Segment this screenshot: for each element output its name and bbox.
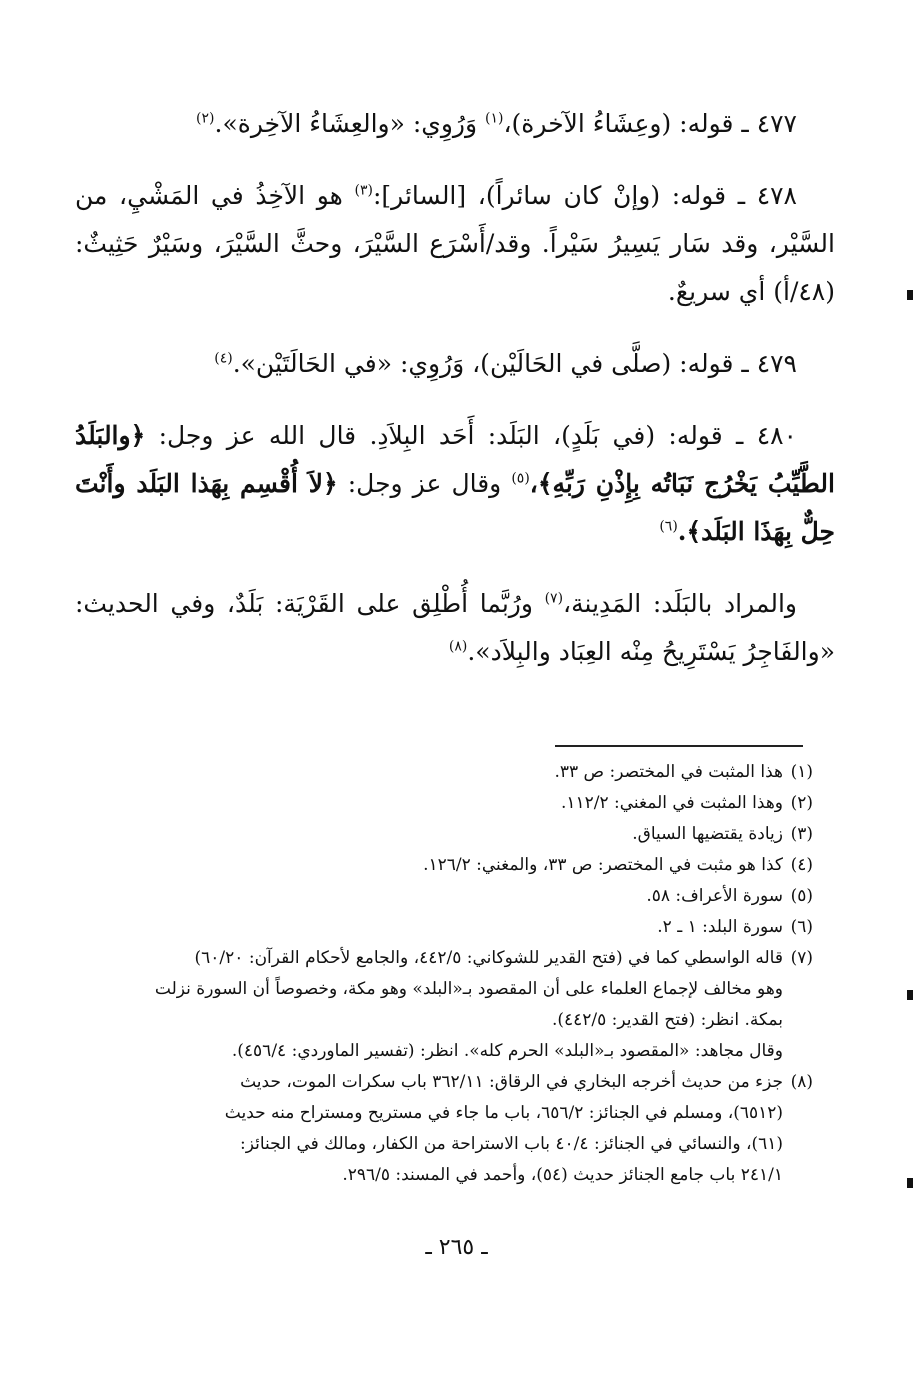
entry-478 <box>75 172 835 316</box>
footnote-line: سورة البلد: ١ ـ ٢. <box>657 917 783 937</box>
meaning-text-2: ورُبَّما أُطْلِق على القَرْيَة: بَلَدٌ، وفي الحديث: «والفَاجِرُ يَسْتَرِيحُ مِنْه العِبَاد والبِلاَد». <box>75 589 835 666</box>
meaning-paragraph <box>75 580 835 676</box>
scan-edge-mark <box>907 990 913 1000</box>
footnote-line: جزء من حديث أخرجه البخاري في الرقاق: ٣٦٢/١١ باب سكرات الموت، حديث <box>240 1072 783 1092</box>
footnote-3 <box>93 819 813 850</box>
footnote-body <box>93 757 783 788</box>
footnote-ref-4: (٤) <box>214 350 233 367</box>
footnote-line: بمكة. انظر: (فتح القدير: ٤٤٢/٥). <box>551 1010 783 1030</box>
footnotes <box>93 757 813 1191</box>
entry-479-text: ٤٧٩ ـ قوله: (صلَّى في الحَالَيْن)، وَرُوِي: «في الحَالَتَيْن». <box>232 349 797 378</box>
footnote-body <box>93 1067 783 1191</box>
footnote-number: (٨) <box>790 1072 813 1092</box>
entry-480-text: ٤٨٠ ـ قوله: (في بَلَدٍ)، البَلَد: أَحَد البِلاَدِ. قال الله عز وجل: <box>145 421 797 450</box>
footnote-8 <box>93 1067 813 1191</box>
footnote-body <box>93 912 783 943</box>
footnote-line: زيادة يقتضيها السياق. <box>632 824 783 844</box>
page-number: ـ ٢٦٥ ـ <box>425 1235 488 1260</box>
footnote-body <box>93 850 783 881</box>
footnote-body <box>93 881 783 912</box>
scan-edge-mark <box>907 290 913 300</box>
footnote-line: ٢٤١/١ باب جامع الجنائز حديث (٥٤)، وأحمد في المسند: ٢٩٦/٥. <box>342 1165 783 1185</box>
footnote-line: (٦١)، والنسائي في الجنائز: ٤٠/٤ باب الاستراحة من الكفار، ومالك في الجنائز: <box>240 1134 783 1154</box>
footnote-ref-2: (٢) <box>196 110 215 127</box>
footnote-number: (٣) <box>790 824 813 844</box>
entry-478-text-2: هو الآخِذُ في المَشْيِ، من السَّيْر، وقد سَار يَسِيرُ سَيْراً. وقد/أَسْرَع السَّيْرَ، وحثَّ السَّيْرَ، وسَيْرٌ حَثِيثٌ: (٤٨/أ) أي سريعٌ. <box>75 181 835 306</box>
footnote-2 <box>93 788 813 819</box>
footnote-number: (٤) <box>790 855 813 875</box>
footnote-line: (٦٥١٢)، ومسلم في الجنائز: ٦٥٦/٢، باب ما جاء في مستريح ومستراح منه حديث <box>224 1103 783 1123</box>
scan-edge-mark <box>907 1178 913 1188</box>
footnote-line: وهذا المثبت في المغني: ١١٢/٢. <box>560 793 783 813</box>
footnote-ref-6: (٦) <box>659 518 678 535</box>
main-text <box>75 100 835 690</box>
footnote-ref-5: (٥) <box>511 470 530 487</box>
footnote-body <box>93 943 783 1036</box>
footnote-number: (٦) <box>790 917 813 937</box>
footnote-line: كذا هو مثبت في المختصر: ص ٣٣، والمغني: ١٢٦/٢. <box>423 855 783 875</box>
footnote-7 <box>93 943 813 1036</box>
entry-477 <box>75 100 835 148</box>
footnote-ref-8: (٨) <box>448 638 468 655</box>
entry-480 <box>75 412 835 556</box>
footnote-separator <box>555 745 803 747</box>
footnote-6 <box>93 912 813 943</box>
footnote-number: (١) <box>790 762 813 782</box>
footnote-line: قاله الواسطي كما في (فتح القدير للشوكاني: ٤٤٢/٥، والجامع لأحكام القرآن: ٦٠/٢٠) <box>194 948 783 968</box>
footnote-number: (٧) <box>790 948 813 968</box>
footnote-line: سورة الأعراف: ٥٨. <box>646 886 783 906</box>
entry-478-text: ٤٧٨ ـ قوله: (وإنْ كان سائراً)، [السائر]: <box>372 181 797 210</box>
footnote-7-extra: وقال مجاهد: «المقصود بـ«البلد» الحرم كله». انظر: (تفسير الماوردي: ٤٥٦/٤). <box>231 1041 783 1061</box>
entry-479 <box>75 340 835 388</box>
entry-477-text-2: وَرُوِي: «والعِشَاءُ الآخِرة». <box>214 109 486 138</box>
footnote-line: وهو مخالف لإجماع العلماء على أن المقصود بـ«البلد» وهو مكة، وخصوصاً أن السورة نزلت <box>154 979 783 999</box>
footnote-5 <box>93 881 813 912</box>
footnote-number: (٥) <box>790 886 813 906</box>
footnote-line: هذا المثبت في المختصر: ص ٣٣. <box>554 762 783 782</box>
footnote-ref-3: (٣) <box>354 182 373 199</box>
quran-verse-2: ﴿لاَ أُقْسِم بِهَذا البَلَد وأَنْتَ حِلٌّ بِهَذَا البَلَد﴾. <box>75 469 835 546</box>
entry-477-text: ٤٧٧ ـ قوله: (وعِشَاءُ الآخرة)، <box>503 109 797 138</box>
footnote-body <box>93 819 783 850</box>
footnote-body <box>93 788 783 819</box>
quran-verse-1: ﴿والبَلَدُ الطَّيِّبُ يَخْرُج نَبَاتُه بِإِذْنِ رَبِّهِ﴾، <box>75 421 835 498</box>
entry-480-text-2: وقال عز وجل: <box>337 469 512 498</box>
meaning-text: والمراد بالبَلَد: المَدِينة، <box>563 589 797 618</box>
footnote-ref-7: (٧) <box>544 590 564 607</box>
footnote-number: (٢) <box>790 793 813 813</box>
footnote-ref-1: (١) <box>485 110 504 127</box>
footnote-1 <box>93 757 813 788</box>
footnote-4 <box>93 850 813 881</box>
